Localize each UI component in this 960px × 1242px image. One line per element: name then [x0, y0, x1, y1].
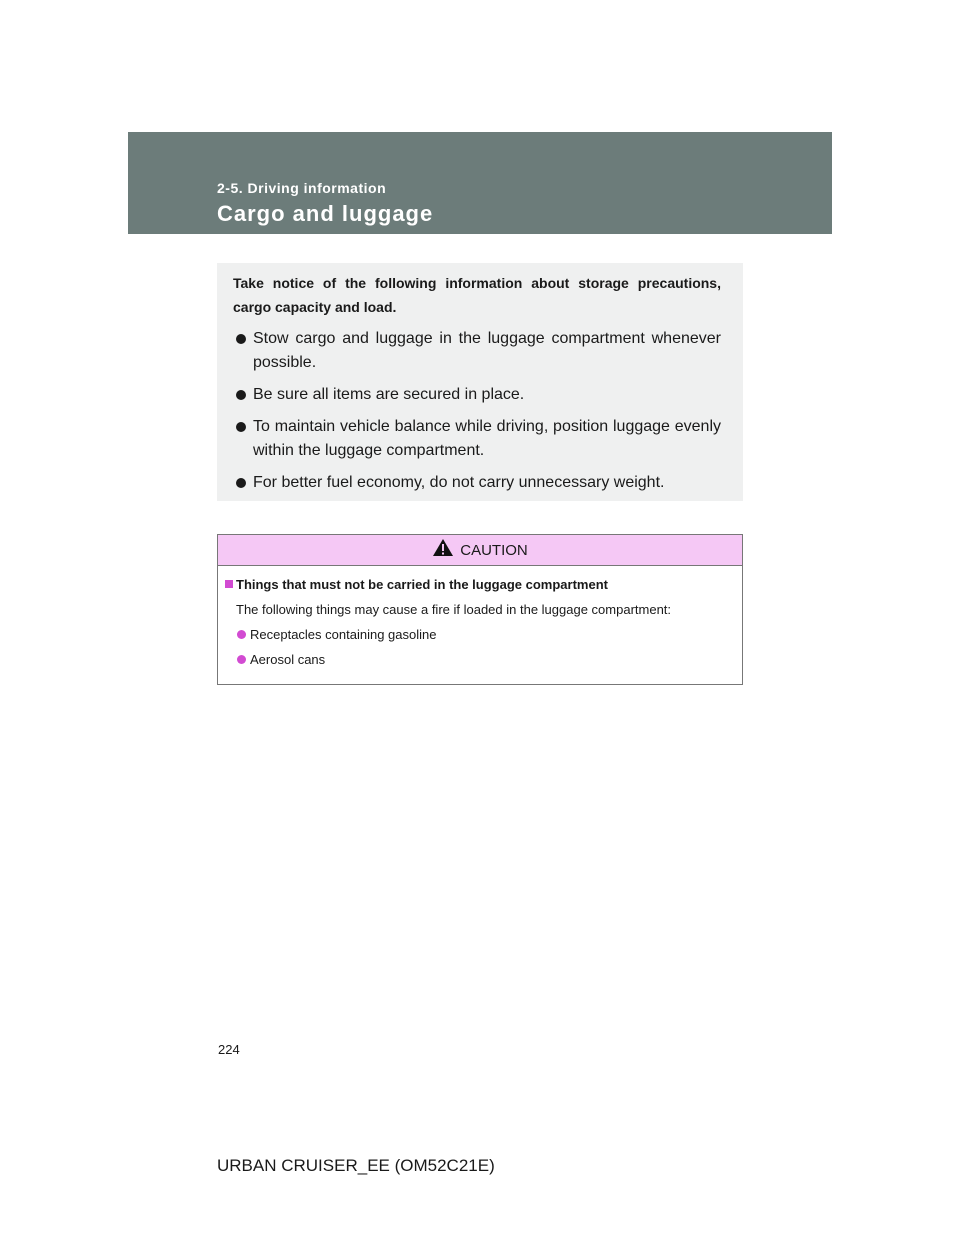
info-list	[233, 327, 721, 495]
list-item-text: Receptacles containing gasoline	[250, 627, 437, 642]
caution-list	[224, 626, 734, 669]
list-item-text: To maintain vehicle balance while driving, position luggage evenly within the luggage compartment.	[253, 418, 721, 459]
bullet-icon	[237, 630, 246, 639]
caution-body	[218, 566, 742, 669]
bullet-icon	[236, 478, 246, 488]
list-item-text: For better fuel economy, do not carry unnecessary weight.	[253, 474, 665, 491]
info-box	[217, 263, 743, 501]
bullet-icon	[236, 334, 246, 344]
caution-heading	[224, 576, 734, 594]
list-item-text: Be sure all items are secured in place.	[253, 386, 525, 403]
list-item	[236, 626, 734, 644]
manual-code: URBAN CRUISER_EE (OM52C21E)	[217, 1156, 495, 1175]
list-item	[233, 415, 721, 463]
caution-title: CAUTION	[460, 541, 528, 559]
caution-text: The following things may cause a fire if loaded in the luggage compartment:	[236, 602, 672, 617]
list-item-text: Aerosol cans	[250, 652, 326, 667]
caution-header	[218, 535, 742, 566]
warning-triangle-icon	[432, 538, 454, 562]
section-label: 2-5. Driving information	[217, 180, 387, 196]
list-item	[233, 327, 721, 375]
bullet-icon	[236, 422, 246, 432]
caution-box	[217, 534, 743, 685]
list-item	[233, 471, 721, 495]
list-item-text: Stow cargo and luggage in the luggage compartment whenever possible.	[253, 330, 721, 371]
info-intro: Take notice of the following information about storage precautions, cargo capacity and load.	[233, 275, 721, 315]
list-item	[233, 383, 721, 407]
caution-heading-text: Things that must not be carried in the luggage compartment	[236, 577, 608, 592]
bullet-icon	[237, 655, 246, 664]
bullet-icon	[236, 390, 246, 400]
page-number: 224	[218, 1042, 240, 1057]
page-title: Cargo and luggage	[217, 201, 434, 226]
list-item	[236, 651, 734, 669]
square-bullet-icon	[225, 580, 233, 588]
